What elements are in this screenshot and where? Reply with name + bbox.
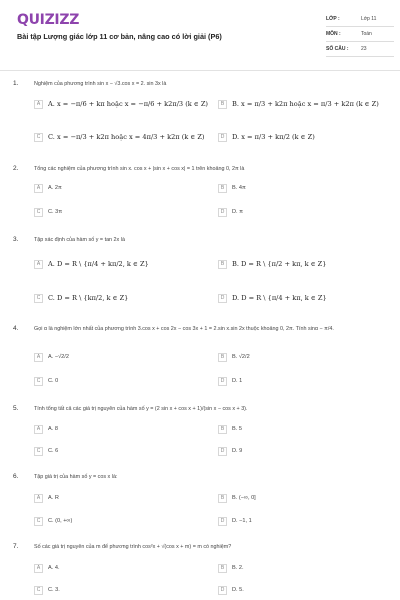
option-c[interactable] — [34, 374, 58, 388]
question-number: 2. — [13, 165, 19, 172]
option-letter-box: C — [34, 586, 43, 595]
option-c[interactable] — [34, 205, 62, 219]
option-a[interactable] — [34, 97, 208, 111]
option-text: D. −1, 1 — [232, 518, 252, 524]
option-text: D. 5. — [232, 587, 244, 593]
option-d[interactable] — [218, 374, 242, 388]
option-text: B. 5 — [232, 426, 242, 432]
meta-value: Lớp 11 — [361, 16, 377, 22]
question-number: 4. — [13, 325, 19, 332]
option-letter-box: D — [218, 294, 227, 303]
option-text: C. 3. — [48, 587, 60, 593]
option-a[interactable] — [34, 422, 58, 436]
question-number: 6. — [13, 473, 19, 480]
option-text: B. 2. — [232, 565, 244, 571]
option-b[interactable] — [218, 491, 256, 505]
option-text: C. 6 — [48, 448, 59, 454]
question-text: Tập xác định của hàm số y = tan 2x là — [34, 237, 125, 243]
option-d[interactable] — [218, 291, 327, 305]
option-b[interactable] — [218, 561, 244, 575]
option-a[interactable] — [34, 561, 60, 575]
meta-label: LỚP : — [326, 16, 340, 22]
question-number: 7. — [13, 543, 19, 550]
option-text: C. x = −π/3 + k2π hoặc x = 4π/3 + k2π (k ∈ Z) — [48, 133, 205, 141]
question-number: 5. — [13, 405, 19, 412]
option-letter-box: D — [218, 133, 227, 142]
option-d[interactable] — [218, 444, 242, 458]
option-text: B. x = π/3 + k2π hoặc x = π/3 + k2π (k ∈ Z) — [232, 100, 379, 108]
option-letter-box: A — [34, 425, 43, 434]
option-text: B. √2/2 — [232, 354, 250, 360]
option-letter-box: C — [34, 294, 43, 303]
option-letter-box: B — [218, 564, 227, 573]
option-b[interactable] — [218, 350, 250, 364]
option-letter-box: B — [218, 184, 227, 193]
option-a[interactable] — [34, 350, 69, 364]
option-letter-box: A — [34, 184, 43, 193]
option-letter-box: D — [218, 208, 227, 217]
option-letter-box: B — [218, 494, 227, 503]
option-letter-box: B — [218, 260, 227, 269]
meta-row-count — [326, 42, 394, 57]
option-a[interactable] — [34, 257, 149, 271]
option-letter-box: A — [34, 494, 43, 503]
option-b[interactable] — [218, 422, 242, 436]
option-d[interactable] — [218, 205, 243, 219]
question-number: 1. — [13, 80, 19, 87]
option-letter-box: C — [34, 447, 43, 456]
meta-value: Toán — [361, 31, 372, 37]
option-letter-box: A — [34, 260, 43, 269]
option-text: B. D = R \ {π/2 + kπ, k ∈ Z} — [232, 260, 327, 268]
option-letter-box: B — [218, 100, 227, 109]
quizizz-logo: QUIZIZZ — [17, 12, 80, 28]
option-b[interactable] — [218, 257, 326, 271]
option-text: C. 3π — [48, 209, 63, 215]
question-text: Tập giá trị của hàm số y = cos x là: — [34, 474, 118, 480]
option-d[interactable] — [218, 514, 252, 528]
option-letter-box: D — [218, 517, 227, 526]
option-letter-box: D — [218, 586, 227, 595]
option-d[interactable] — [218, 583, 244, 597]
worksheet-meta — [326, 12, 394, 57]
option-letter-box: C — [34, 377, 43, 386]
option-letter-box: A — [34, 564, 43, 573]
option-text: C. D = R \ {kπ/2, k ∈ Z} — [48, 294, 129, 302]
question-text: Nghiệm của phương trình sin x − √3.cos x = 2. sin 3x là — [34, 81, 167, 87]
option-text: B. 4π — [232, 185, 246, 191]
worksheet-header — [0, 0, 400, 70]
option-c[interactable] — [34, 583, 60, 597]
option-d[interactable] — [218, 130, 315, 144]
option-a[interactable] — [34, 181, 62, 195]
option-letter-box: D — [218, 377, 227, 386]
question-text: Gọi α là nghiệm lớn nhất của phương trình 3.cos x + cos 2x − cos 3x + 1 = 2.sin x.sin 2x thuộc khoảng 0, 2π. Tính sinα − π/4. — [34, 326, 334, 332]
meta-label: MÔN : — [326, 31, 341, 37]
meta-row-class — [326, 12, 394, 27]
option-letter-box: A — [34, 353, 43, 362]
option-letter-box: C — [34, 208, 43, 217]
option-text: A. 4. — [48, 565, 60, 571]
option-c[interactable] — [34, 130, 205, 144]
option-letter-box: B — [218, 425, 227, 434]
option-c[interactable] — [34, 514, 72, 528]
option-text: B. (−∞, 0] — [232, 495, 256, 501]
option-text: A. x = −π/6 + kπ hoặc x = −π/6 + k2π/3 (k ∈ Z) — [48, 100, 209, 108]
worksheet-title: Bài tập Lượng giác lớp 11 cơ bản, nâng cao có lời giải (P6) — [17, 32, 222, 41]
option-text: A. 2π — [48, 185, 62, 191]
option-a[interactable] — [34, 491, 59, 505]
option-text: D. 1 — [232, 378, 243, 384]
option-text: D. π — [232, 209, 244, 215]
option-text: A. −√2/2 — [48, 354, 69, 360]
question-text: Số các giá trị nguyên của m để phương trình cos²x + √(cos x + m) = m có nghiệm? — [34, 544, 232, 550]
option-text: A. R — [48, 495, 59, 501]
option-text: C. 0 — [48, 378, 59, 384]
option-b[interactable] — [218, 97, 379, 111]
option-letter-box: C — [34, 133, 43, 142]
option-b[interactable] — [218, 181, 246, 195]
option-text: D. 9 — [232, 448, 243, 454]
option-text: D. D = R \ {π/4 + kπ, k ∈ Z} — [232, 294, 327, 302]
meta-label: SỐ CÂU : — [326, 46, 349, 52]
meta-value: 23 — [361, 46, 367, 52]
header-divider — [0, 70, 400, 71]
option-text: A. D = R \ {π/4 + kπ/2, k ∈ Z} — [48, 260, 149, 268]
option-text: C. (0, +∞) — [48, 518, 73, 524]
question-text: Tính tổng tất cả các giá trị nguyên của hàm số y = (2 sin x + cos x + 1)/(sin x − cos x + 3). — [34, 406, 248, 412]
question-number: 3. — [13, 236, 19, 243]
option-c[interactable] — [34, 444, 58, 458]
option-letter-box: D — [218, 447, 227, 456]
option-letter-box: B — [218, 353, 227, 362]
meta-row-subject — [326, 27, 394, 42]
option-text: D. x = π/3 + kπ/2 (k ∈ Z) — [232, 133, 315, 141]
option-letter-box: C — [34, 517, 43, 526]
option-text: A. 8 — [48, 426, 58, 432]
question-text: Tổng các nghiệm của phương trình sin x. cos x + |sin x + cos x| = 1 trên khoảng 0, 2π là — [34, 166, 245, 172]
option-letter-box: A — [34, 100, 43, 109]
option-c[interactable] — [34, 291, 128, 305]
